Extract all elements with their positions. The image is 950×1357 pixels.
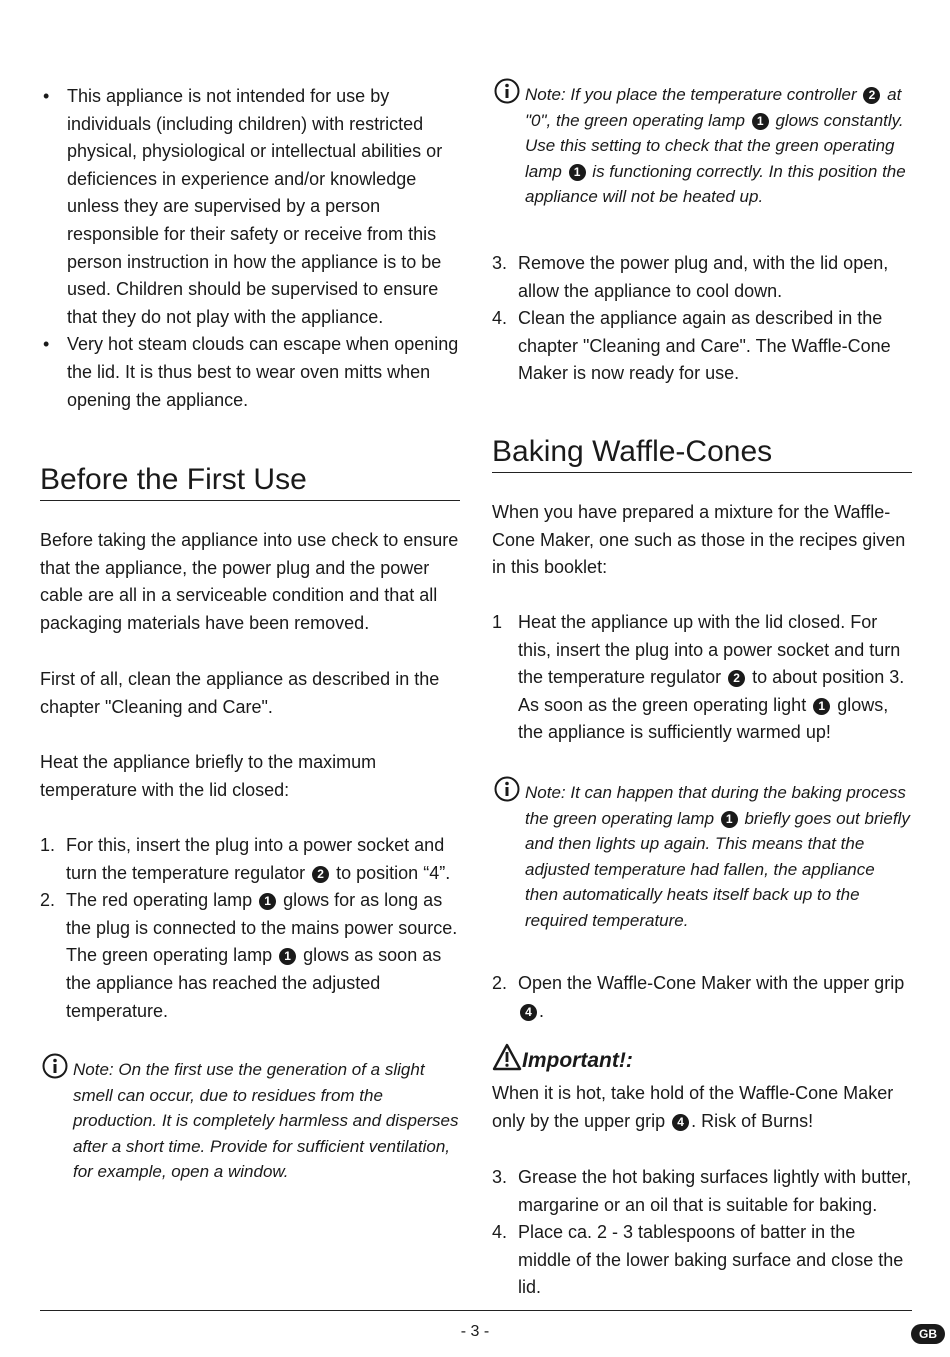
step-text: to about position 3. As soon as the green operating light bbox=[518, 667, 905, 715]
first-use-steps bbox=[40, 832, 460, 1025]
callout-number-badge: 1 bbox=[752, 113, 769, 130]
step-number: 4. bbox=[492, 1222, 508, 1243]
step-number: 2. bbox=[40, 890, 56, 911]
callout-number-badge: 1 bbox=[721, 811, 738, 828]
baking-steps-3 bbox=[492, 1164, 912, 1302]
language-badge: GB bbox=[911, 1324, 945, 1344]
note-text-part: at "0", the green operating lamp bbox=[525, 85, 902, 130]
paragraph: Heat the appliance briefly to the maximum temperature with the lid closed: bbox=[40, 752, 377, 800]
page-number: - 3 - bbox=[460, 1323, 490, 1340]
list-item bbox=[492, 1219, 912, 1302]
step-text: For this, insert the plug into a power socket and turn the temperature regulator bbox=[66, 835, 445, 883]
step-number: 2. bbox=[492, 973, 508, 993]
step-text: Heat the appliance up with the lid closed. For this, insert the plug into a power socket and turn the temperature regulator bbox=[518, 612, 901, 688]
callout-number-badge: 2 bbox=[312, 866, 329, 883]
callout-number-badge: 2 bbox=[728, 670, 745, 687]
step-number: 3. bbox=[492, 253, 508, 273]
footer-divider bbox=[40, 1310, 912, 1311]
step-number: 4. bbox=[492, 308, 508, 329]
step-text: to position “4”. bbox=[331, 862, 451, 883]
important-heading bbox=[492, 1043, 633, 1073]
note-text bbox=[492, 82, 912, 210]
paragraph: Before taking the appliance into use check to ensure that the appliance, the power plug and the power cable are all in a serviceable condition and that all packaging materials have been removed. bbox=[40, 530, 459, 633]
callout-number-badge: 4 bbox=[520, 1004, 537, 1021]
list-item bbox=[492, 305, 912, 388]
callout-number-badge: 1 bbox=[259, 893, 276, 910]
step-text: Open the Waffle-Cone Maker with the upper grip bbox=[518, 973, 905, 993]
step-number: 1 bbox=[492, 612, 503, 632]
step-text: glows as soon as the appliance has reached the adjusted temperature. bbox=[66, 945, 442, 1021]
step-text: Grease the hot baking surfaces lightly with butter, margarine or an oil that is suitable for baking. bbox=[518, 1167, 912, 1215]
step-number: 3. bbox=[492, 1167, 508, 1187]
info-icon bbox=[494, 776, 520, 802]
list-item: • This appliance is not intended for use by individuals (including children) with restricted physical, physiological or intellectual abilities or deficiences in experience and/or knowledge unless they are supervised by a person responsible for their safety or receive from this person instruction in how the appliance is to be used. Children should be supervised to ensure that they do not play with the appliance. bbox=[40, 83, 460, 331]
baking-steps bbox=[492, 609, 912, 747]
list-item bbox=[40, 887, 460, 1025]
list-item bbox=[492, 250, 912, 305]
important-text-part: . Risk of Burns! bbox=[691, 1110, 814, 1131]
callout-number-badge: 2 bbox=[863, 87, 880, 104]
callout-number-badge: 4 bbox=[672, 1114, 689, 1131]
step-text: Remove the power plug and, with the lid open, allow the appliance to cool down. bbox=[518, 253, 889, 301]
note-text: Note: On the first use the generation of a slight smell can occur, due to residues from the production. It is completely harmless and disperses after a short time. Provide for sufficient ventilation, for example, open a window. bbox=[73, 1060, 459, 1181]
step-text: glows for as long as the plug is connected to the mains power source. The green operating lamp bbox=[66, 890, 458, 966]
list-item bbox=[492, 970, 912, 1025]
first-use-steps-continued bbox=[492, 250, 912, 388]
note-text-part: Note: If you place the temperature controller bbox=[525, 85, 862, 104]
callout-number-badge: 1 bbox=[813, 698, 830, 715]
list-item bbox=[492, 1164, 912, 1219]
baking-steps-2 bbox=[492, 970, 912, 1025]
note-text-part: briefly goes out briefly and then lights up again. This means that the adjusted temperature had fallen, the appliance then automatically heats itself back up to the required temperature. bbox=[525, 808, 910, 930]
section-heading-baking: Baking Waffle-Cones bbox=[492, 434, 912, 473]
note-text bbox=[492, 780, 912, 933]
important-label: Important!: bbox=[522, 1049, 633, 1072]
info-icon bbox=[42, 1053, 68, 1079]
list-item bbox=[40, 832, 460, 887]
paragraph: When you have prepared a mixture for the Waffle-Cone Maker, one such as those in the recipes given in this booklet: bbox=[492, 502, 906, 578]
step-text: Clean the appliance again as described in the chapter "Cleaning and Care". The Waffle-Cone Maker is now ready for use. bbox=[518, 308, 891, 384]
list-item: • Very hot steam clouds can escape when opening the lid. It is thus best to wear oven mitts when opening the appliance. bbox=[40, 331, 460, 414]
note-text-part: glows constantly. Use this setting to check that the green operating lamp bbox=[525, 110, 904, 181]
paragraph: First of all, clean the appliance as described in the chapter "Cleaning and Care". bbox=[40, 669, 440, 717]
safety-bullet-list bbox=[40, 83, 460, 414]
note-block bbox=[492, 780, 912, 933]
info-icon bbox=[494, 78, 520, 104]
step-text: Place ca. 2 - 3 tablespoons of batter in the middle of the lower baking surface and close the lid. bbox=[518, 1222, 904, 1298]
step-text: . bbox=[539, 1000, 545, 1021]
list-item bbox=[492, 609, 912, 747]
step-number: 1. bbox=[40, 835, 56, 855]
important-text bbox=[492, 1080, 912, 1135]
step-text: glows, the appliance is sufficiently warmed up! bbox=[518, 694, 889, 743]
note-block bbox=[40, 1057, 460, 1185]
important-text-part: When it is hot, take hold of the Waffle-Cone Maker only by the upper grip bbox=[492, 1083, 894, 1131]
callout-number-badge: 1 bbox=[279, 948, 296, 965]
note-block bbox=[492, 82, 912, 210]
warning-icon bbox=[492, 1043, 522, 1071]
section-heading-first-use: Before the First Use bbox=[40, 462, 460, 501]
note-text-part: is functioning correctly. In this position the appliance will not be heated up. bbox=[525, 161, 906, 206]
note-text-part: Note: It can happen that during the baking process the green operating lamp bbox=[525, 783, 906, 828]
step-text: The red operating lamp bbox=[66, 890, 258, 911]
callout-number-badge: 1 bbox=[569, 164, 586, 181]
